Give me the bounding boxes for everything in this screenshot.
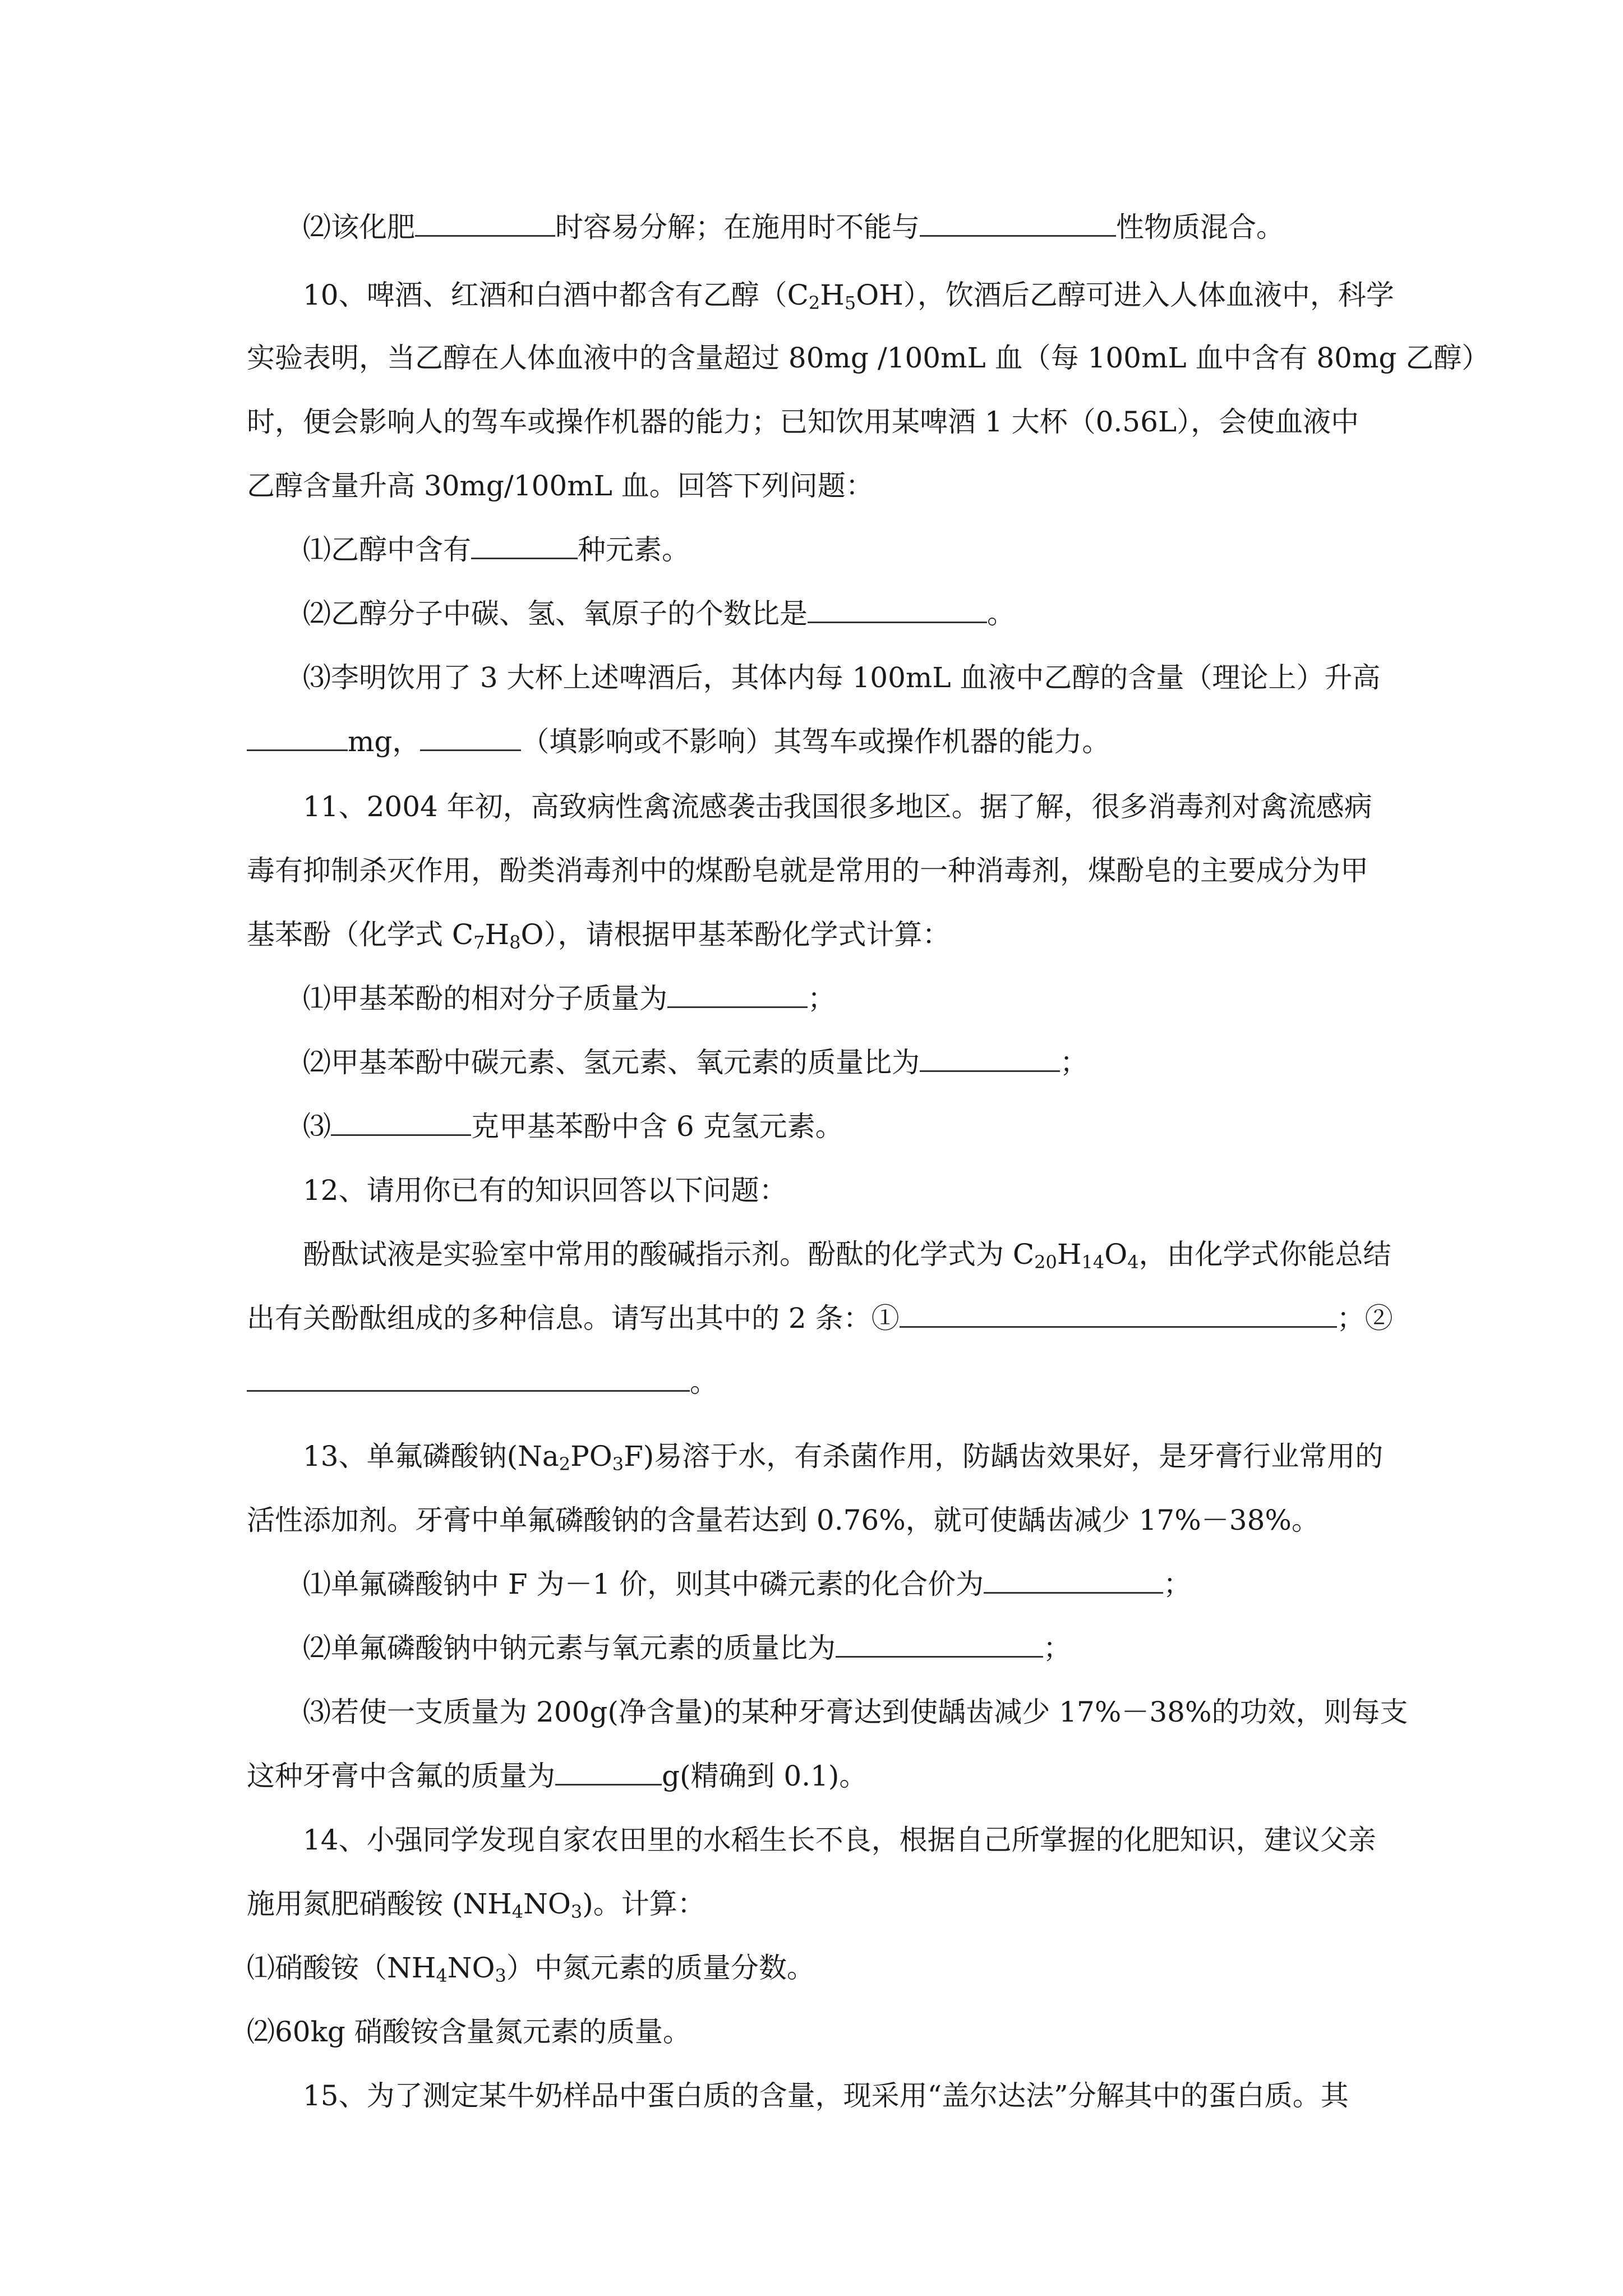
question-14-part-2: ⑵60kg 硝酸铵含量氮元素的质量。 (247, 2016, 691, 2048)
question-10-line-1: 10、啤酒、红酒和白酒中都含有乙醇$(C_2H_5OH)$，饮酒后乙醇可进入人体血液中，科学 (303, 279, 1394, 314)
question-11-part-1: ⑴甲基苯酚的相对分子质量为 ； (303, 982, 836, 1015)
answer-blank[interactable] (247, 1365, 690, 1392)
question-12-line-2: 酚酞试液是实验室中常用的酸碱指示剂。酚酞的化学式为 $C_{20}H_{14}O_4$，由化学式你能总结 (303, 1238, 1391, 1273)
question-11-part-2: ⑵甲基苯酚中碳元素、氢元素、氧元素的质量比为 ； (303, 1046, 1088, 1079)
answer-blank[interactable] (920, 1046, 1060, 1072)
question-14-line-2: 施用氮肥硝酸铵 $(NH_4NO_3)$。计算： (247, 1888, 706, 1922)
answer-blank[interactable] (471, 533, 578, 559)
question-10-line-2: 实验表明，当乙醇在人体血液中的含量超过 80mg /100mL 血（每 100mL 血中含有 80mg 乙醇） (247, 342, 1490, 374)
question-10-part-1: ⑴乙醇中含有 种元素。 (303, 533, 690, 566)
answer-blank[interactable] (836, 1631, 1043, 1658)
answer-blank[interactable] (415, 210, 555, 237)
question-11-part-3: ⑶ 克甲基苯酚中含 6 克氢元素。 (303, 1110, 843, 1143)
question-13-line-2: 活性添加剂。牙膏中单氟磷酸钠的含量若达到 0.76%，就可使龋齿减少 17%－38%。 (247, 1504, 1320, 1536)
answer-blank[interactable] (420, 725, 521, 751)
answer-blank[interactable] (984, 1567, 1163, 1594)
question-10-line-3: 时，便会影响人的驾车或操作机器的能力；已知饮用某啤酒 1 大杯（0.56L），会使血液中 (247, 406, 1359, 438)
question-12-line-3: 出有关酚酞组成的多种信息。请写出其中的 2 条：① ；② (247, 1302, 1393, 1335)
answer-blank[interactable] (900, 1301, 1337, 1328)
question-13-part-2: ⑵单氟磷酸钠中钠元素与氧元素的质量比为 ； (303, 1632, 1071, 1664)
question-13-part-3: ⑶若使一支质量为 200g(净含量)的某种牙膏达到使龋齿减少 17%－38%的功效，则每支 (303, 1696, 1408, 1728)
answer-blank[interactable] (667, 982, 808, 1008)
line-9-2: ⑵该化肥 时容易分解；在施用时不能与 性物质混合。 (303, 211, 1284, 243)
question-13-part-1: ⑴单氟磷酸钠中 F 为－1 价，则其中磷元素的化合价为 ； (303, 1568, 1192, 1600)
question-13-part-3-cont: 这种牙膏中含氟的质量为 g(精确到 0.1)。 (247, 1760, 868, 1792)
question-11-line-1: 11、2004 年初，高致病性禽流感袭击我国很多地区。据了解，很多消毒剂对禽流感病 (303, 790, 1372, 823)
question-12-line-4: 。 (247, 1365, 718, 1399)
question-12-line-1: 12、请用你已有的知识回答以下问题： (303, 1174, 787, 1207)
question-11-line-3: 基苯酚（化学式 $C_7H_8O$），请根据甲基苯酚化学式计算： (247, 918, 951, 953)
question-10-part-2: ⑵乙醇分子中碳、氢、氧原子的个数比是 。 (303, 597, 1015, 630)
answer-blank[interactable] (247, 725, 348, 751)
answer-blank[interactable] (920, 210, 1116, 237)
question-10-part-3-cont: mg， （填影响或不影响）其驾车或操作机器的能力。 (247, 725, 1110, 758)
answer-blank[interactable] (331, 1110, 471, 1136)
question-11-line-2: 毒有抑制杀灭作用，酚类消毒剂中的煤酚皂就是常用的一种消毒剂，煤酚皂的主要成分为甲 (247, 854, 1368, 887)
question-10-part-3: ⑶李明饮用了 3 大杯上述啤酒后，其体内每 100mL 血液中乙醇的含量（理论上）升高 (303, 661, 1381, 694)
question-14-part-1: ⑴硝酸铵$(NH_4NO_3)$中氮元素的质量分数。 (247, 1952, 815, 1986)
question-13-line-1: 13、单氟磷酸钠$(Na_2PO_3F)$易溶于水，有杀菌作用，防龋齿效果好，是牙膏行业常用的 (303, 1440, 1384, 1475)
question-15-line-1: 15、为了测定某牛奶样品中蛋白质的含量，现采用“盖尔达法”分解其中的蛋白质。其 (303, 2079, 1349, 2112)
question-10-line-4: 乙醇含量升高 30mg/100mL 血。回答下列问题： (247, 470, 874, 502)
answer-blank[interactable] (555, 1759, 662, 1786)
question-14-line-1: 14、小强同学发现自家农田里的水稻生长不良，根据自己所掌握的化肥知识，建议父亲 (303, 1824, 1376, 1856)
answer-blank[interactable] (808, 597, 987, 623)
